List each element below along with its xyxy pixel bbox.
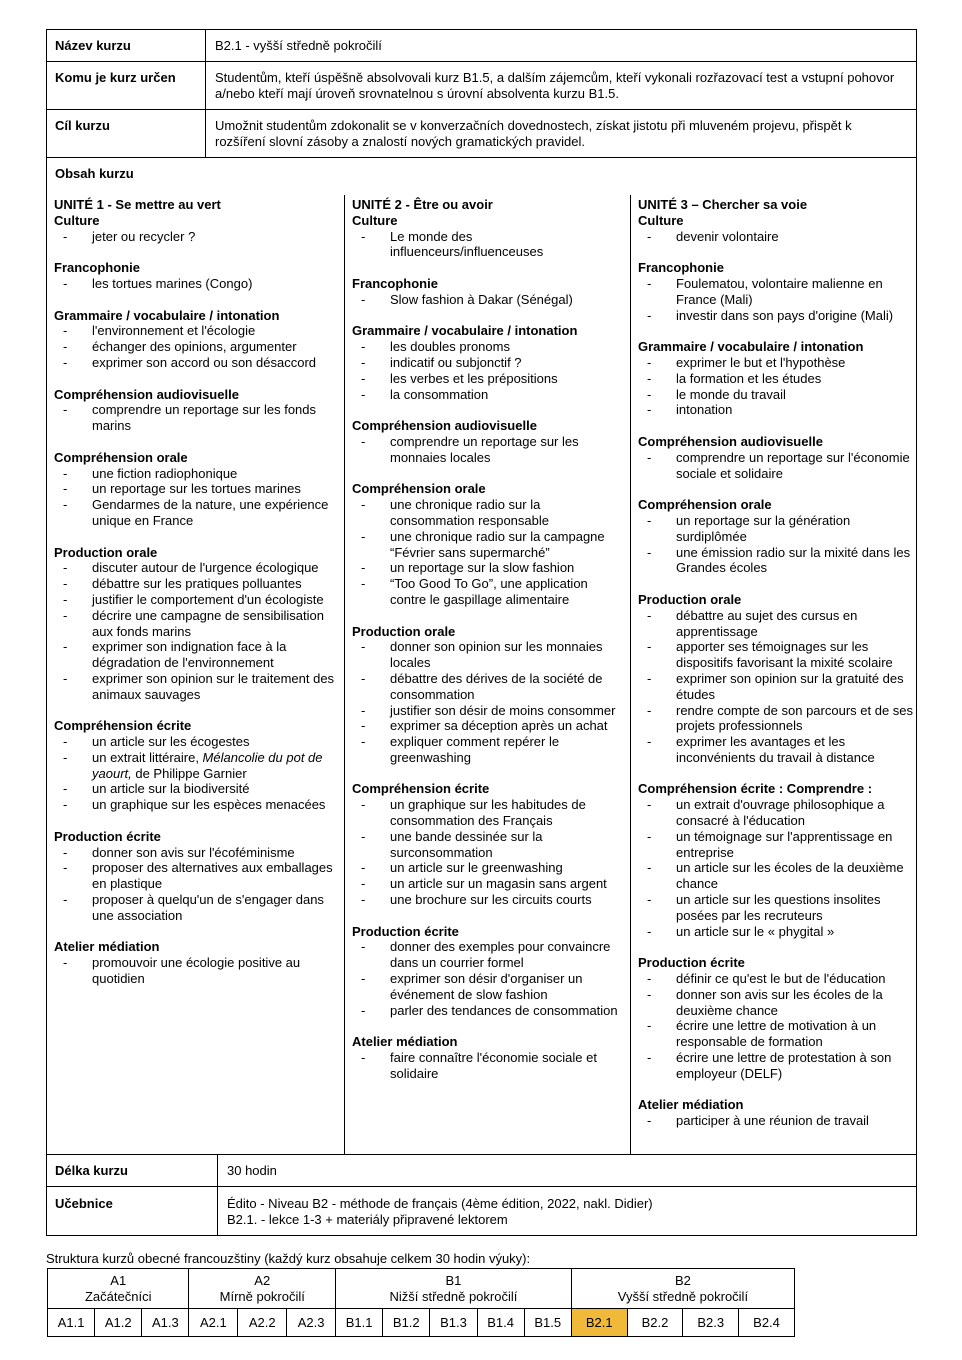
list-item: - un reportage sur la génération surdiplômée — [638, 513, 914, 545]
table-border-left — [46, 29, 47, 1236]
list-item: - débattre au sujet des cursus en apprentissage — [638, 608, 914, 640]
level-code: B2 — [674, 1272, 691, 1288]
section-heading: Francophonie — [352, 275, 438, 291]
list-item: - donner son avis sur l'écoféminisme — [54, 845, 340, 861]
list-item: - une fiction radiophonique — [54, 466, 340, 482]
content-label: Obsah kurzu — [55, 166, 134, 181]
list-item: - proposer des alternatives aux emballages en plastique — [54, 860, 340, 892]
section-list — [54, 955, 340, 987]
list-item: - débattre sur les pratiques polluantes — [54, 576, 340, 592]
list-item: - intonation — [638, 402, 914, 418]
list-item: - expliquer comment repérer le greenwashing — [352, 734, 626, 766]
list-item: - un témoignage sur l'apprentissage en entreprise — [638, 829, 914, 861]
list-item: - la formation et les études — [638, 371, 914, 387]
list-item: - faire connaître l'économie sociale et solidaire — [352, 1050, 626, 1082]
list-item: - un graphique sur les habitudes de consommation des Français — [352, 797, 626, 829]
section-list — [352, 497, 626, 608]
target-value: Studentům, kteří úspěšně absolvovali kurz B1.5, a dalším zájemcům, kteří vykonali rozřazovací test a vstupní pohovor a/nebo kteří mají úroveň srovnatelnou s úrovní absolventa kurzu B1.5. — [215, 70, 895, 101]
section-list — [638, 608, 914, 766]
section-heading: Compréhension écrite — [352, 781, 490, 797]
row-divider — [46, 1154, 917, 1155]
list-item: - les verbes et les prépositions — [352, 371, 626, 387]
list-item: - apporter ses témoignages sur les dispositifs favorisant la mixité scolaire — [638, 639, 914, 671]
unit-column-3 — [638, 197, 914, 1129]
section-heading: Francophonie — [54, 260, 140, 276]
section-list — [638, 797, 914, 939]
level-name: Nižší středně pokročilí — [389, 1288, 518, 1304]
textbook-line-1: Édito - Niveau B2 - méthode de français (4ème édition, 2022, nakl. Didier) — [227, 1196, 653, 1211]
unit-column-divider — [344, 195, 345, 1155]
list-item: - devenir volontaire — [638, 229, 914, 245]
list-item: - investir dans son pays d'origine (Mali) — [638, 308, 914, 324]
table-border-right — [916, 29, 917, 1236]
unit-title: UNITÉ 1 - Se mettre au vert — [54, 197, 221, 212]
list-item: - donner son opinion sur les monnaies locales — [352, 639, 626, 671]
list-item: - parler des tendances de consommation — [352, 1003, 626, 1019]
list-item: - échanger des opinions, argumenter — [54, 339, 340, 355]
list-item: - comprendre un reportage sur les monnaies locales — [352, 434, 626, 466]
course-cell-a2-3: A2.3 — [287, 1309, 336, 1337]
list-item: - une bande dessinée sur la surconsommation — [352, 829, 626, 861]
unit-column-divider — [630, 195, 631, 1155]
list-item: - justifier le comportement d'un écologiste — [54, 592, 340, 608]
level-group-a2 — [189, 1269, 336, 1309]
course-name-label: Název kurzu — [55, 38, 131, 53]
list-item: - débattre des dérives de la société de consommation — [352, 671, 626, 703]
list-item: - indicatif ou subjonctif ? — [352, 355, 626, 371]
level-name: Mírně pokročilí — [219, 1288, 305, 1304]
section-list — [352, 797, 626, 908]
section-list — [352, 1050, 626, 1082]
list-item: - la consommation — [352, 387, 626, 403]
section-list — [638, 276, 914, 323]
list-item: - exprimer son opinion sur le traitement des animaux sauvages — [54, 671, 340, 703]
section-heading: Atelier médiation — [352, 1034, 458, 1050]
section-heading: Compréhension écrite : Comprendre : — [638, 781, 873, 797]
section-list — [638, 513, 914, 576]
list-item: - un article sur les écoles de la deuxième chance — [638, 860, 914, 892]
list-item: - une émission radio sur la mixité dans les Grandes écoles — [638, 545, 914, 577]
section-heading: Atelier médiation — [638, 1097, 744, 1113]
list-item: - comprendre un reportage sur les fonds marins — [54, 402, 340, 434]
list-item: - exprimer les avantages et les inconvénients du travail à distance — [638, 734, 914, 766]
unit-title: UNITÉ 2 - Être ou avoir — [352, 197, 493, 212]
list-item: - “Too Good To Go”, une application contre le gaspillage alimentaire — [352, 576, 626, 608]
list-item: - donner son avis sur les écoles de la deuxième chance — [638, 987, 914, 1019]
list-item: - les doubles pronoms — [352, 339, 626, 355]
list-item: - une brochure sur les circuits courts — [352, 892, 626, 908]
list-item: - participer à une réunion de travail — [638, 1113, 914, 1129]
textbook-label: Učebnice — [55, 1196, 113, 1211]
unit-title: UNITÉ 3 – Chercher sa voie — [638, 197, 808, 212]
section-heading: Compréhension audiovisuelle — [54, 386, 239, 402]
list-item: - définir ce qu'est le but de l'éducation — [638, 971, 914, 987]
length-value: 30 hodin — [227, 1163, 277, 1178]
level-name: Začátečníci — [84, 1288, 152, 1304]
course-cell-a1-3: A1.3 — [142, 1309, 189, 1337]
book-title-italic: Mélancolie du pot de yaourt, — [92, 749, 323, 781]
list-item: - comprendre un reportage sur l'économie sociale et solidaire — [638, 450, 914, 482]
section-list — [54, 734, 340, 813]
section-heading: Compréhension écrite — [54, 718, 192, 734]
list-item: - écrire une lettre de motivation à un responsable de formation — [638, 1018, 914, 1050]
list-item: - l'environnement et l'écologie — [54, 323, 340, 339]
label-column-divider — [205, 29, 206, 158]
length-label: Délka kurzu — [55, 1163, 128, 1178]
section-list — [54, 402, 340, 434]
section-heading: Production orale — [352, 623, 456, 639]
course-cell-a1-1: A1.1 — [48, 1309, 95, 1337]
section-list — [352, 939, 626, 1018]
row-divider — [46, 157, 917, 158]
section-list — [638, 450, 914, 482]
section-list — [638, 229, 914, 245]
list-item: - donner des exemples pour convaincre dans un courrier formel — [352, 939, 626, 971]
section-list — [352, 229, 626, 261]
list-item: - un extrait littéraire, Mélancolie du pot de yaourt, de Philippe Garnier — [54, 750, 340, 782]
list-item: - exprimer son désir d'organiser un événement de slow fashion — [352, 971, 626, 1003]
section-heading: Production écrite — [638, 955, 745, 971]
list-item: - un extrait d'ouvrage philosophique a consacré à l'éducation — [638, 797, 914, 829]
textbook-line-2: B2.1. - lekce 1-3 + materiály připravené lektorem — [227, 1212, 508, 1227]
level-code: B1 — [445, 1272, 462, 1288]
section-heading: Grammaire / vocabulaire / intonation — [54, 307, 280, 323]
section-heading: Grammaire / vocabulaire / intonation — [352, 323, 578, 339]
course-cell-b1-1: B1.1 — [336, 1309, 383, 1337]
level-group-b2 — [571, 1269, 794, 1309]
section-heading: Compréhension audiovisuelle — [352, 418, 537, 434]
list-item: - exprimer son accord ou son désaccord — [54, 355, 340, 371]
level-code: A1 — [110, 1272, 127, 1288]
list-item: - le monde du travail — [638, 387, 914, 403]
unit-column-2 — [352, 197, 626, 1082]
list-item: - un graphique sur les espèces menacées — [54, 797, 340, 813]
list-item: - Slow fashion à Dakar (Sénégal) — [352, 292, 626, 308]
list-item: - promouvoir une écologie positive au quotidien — [54, 955, 340, 987]
unit-column-1 — [54, 197, 340, 987]
list-item: - exprimer le but et l'hypothèse — [638, 355, 914, 371]
list-item: - un reportage sur la slow fashion — [352, 560, 626, 576]
course-cell-b1-4: B1.4 — [477, 1309, 524, 1337]
section-heading: Culture — [54, 212, 100, 228]
section-list — [54, 466, 340, 529]
table-border-top — [46, 29, 917, 30]
section-list — [352, 639, 626, 765]
list-item: - exprimer son indignation face à la dégradation de l'environnement — [54, 639, 340, 671]
section-heading: Production écrite — [352, 923, 459, 939]
section-heading: Production écrite — [54, 828, 161, 844]
list-item: - un article sur les questions insolites posées par les recruteurs — [638, 892, 914, 924]
section-heading: Atelier médiation — [54, 939, 160, 955]
course-cell-b2-2: B2.2 — [627, 1309, 683, 1337]
section-heading: Compréhension orale — [54, 449, 188, 465]
level-group-a1 — [48, 1269, 189, 1309]
course-name-value: B2.1 - vyšší středně pokročilí — [215, 38, 382, 53]
section-list — [54, 229, 340, 245]
course-cell-a2-2: A2.2 — [238, 1309, 287, 1337]
list-item: - décrire une campagne de sensibilisation aux fonds marins — [54, 608, 340, 640]
section-list — [638, 1113, 914, 1129]
structure-caption: Struktura kurzů obecné francouzštiny (každý kurz obsahuje celkem 30 hodin výuky): — [46, 1251, 531, 1266]
course-cell-b2-1: B2.1 — [571, 1309, 627, 1337]
course-cell-b1-5: B1.5 — [524, 1309, 571, 1337]
course-cell-b2-3: B2.3 — [683, 1309, 739, 1337]
row-divider — [46, 1186, 917, 1187]
list-item: - proposer à quelqu'un de s'engager dans une association — [54, 892, 340, 924]
section-heading: Grammaire / vocabulaire / intonation — [638, 339, 864, 355]
section-list — [352, 434, 626, 466]
list-item: - une chronique radio sur la campagne “Février sans supermarché” — [352, 529, 626, 561]
list-item: - jeter ou recycler ? — [54, 229, 340, 245]
list-item: - une chronique radio sur la consommation responsable — [352, 497, 626, 529]
list-item: - Gendarmes de la nature, une expérience unique en France — [54, 497, 340, 529]
row-divider — [46, 109, 917, 110]
list-item: - les tortues marines (Congo) — [54, 276, 340, 292]
section-heading: Francophonie — [638, 260, 724, 276]
course-row — [48, 1309, 795, 1337]
course-cell-a1-2: A1.2 — [95, 1309, 142, 1337]
course-cell-a2-1: A2.1 — [189, 1309, 238, 1337]
goal-label: Cíl kurzu — [55, 118, 110, 133]
row-divider — [46, 61, 917, 62]
list-item: - un article sur un magasin sans argent — [352, 876, 626, 892]
course-cell-b1-2: B1.2 — [383, 1309, 430, 1337]
section-heading: Compréhension audiovisuelle — [638, 433, 823, 449]
section-list — [352, 292, 626, 308]
levels-table — [47, 1268, 795, 1337]
list-item: - un article sur le « phygital » — [638, 924, 914, 940]
list-item: - un reportage sur les tortues marines — [54, 481, 340, 497]
section-heading: Culture — [352, 212, 398, 228]
list-item: - rendre compte de son parcours et de ses projets professionnels — [638, 703, 914, 735]
list-item: - un article sur la biodiversité — [54, 781, 340, 797]
level-group-b1 — [336, 1269, 572, 1309]
target-label: Komu je kurz určen — [55, 70, 176, 85]
list-item: - un article sur les écogestes — [54, 734, 340, 750]
course-cell-b2-4: B2.4 — [739, 1309, 795, 1337]
section-list — [352, 339, 626, 402]
section-heading: Production orale — [638, 591, 742, 607]
goal-value: Umožnit studentům zdokonalit se v konverzačních dovednostech, získat jistotu při mluveném projevu, přispět k rozšíření slovní zásoby a znalostí nových gramatických pravidel. — [215, 118, 852, 149]
section-list — [54, 323, 340, 370]
list-item: - un article sur le greenwashing — [352, 860, 626, 876]
list-item: - Le monde des influenceurs/influenceuses — [352, 229, 626, 261]
list-item: - Foulematou, volontaire malienne en France (Mali) — [638, 276, 914, 308]
section-heading: Culture — [638, 212, 684, 228]
section-list — [638, 971, 914, 1082]
level-code: A2 — [254, 1272, 271, 1288]
section-heading: Production orale — [54, 544, 158, 560]
section-list — [54, 276, 340, 292]
table-border-bottom — [46, 1235, 917, 1236]
list-item: - écrire une lettre de protestation à son employeur (DELF) — [638, 1050, 914, 1082]
section-heading: Compréhension orale — [638, 497, 772, 513]
section-list — [638, 355, 914, 418]
level-name: Vyšší středně pokročilí — [617, 1288, 749, 1304]
list-item: - justifier son désir de moins consommer — [352, 703, 626, 719]
section-list — [54, 845, 340, 924]
section-heading: Compréhension orale — [352, 481, 486, 497]
label-column-divider — [217, 1154, 218, 1236]
list-item: - exprimer son opinion sur la gratuité des études — [638, 671, 914, 703]
course-cell-b1-3: B1.3 — [430, 1309, 477, 1337]
list-item: - discuter autour de l'urgence écologique — [54, 560, 340, 576]
list-item: - exprimer sa déception après un achat — [352, 718, 626, 734]
section-list — [54, 560, 340, 702]
